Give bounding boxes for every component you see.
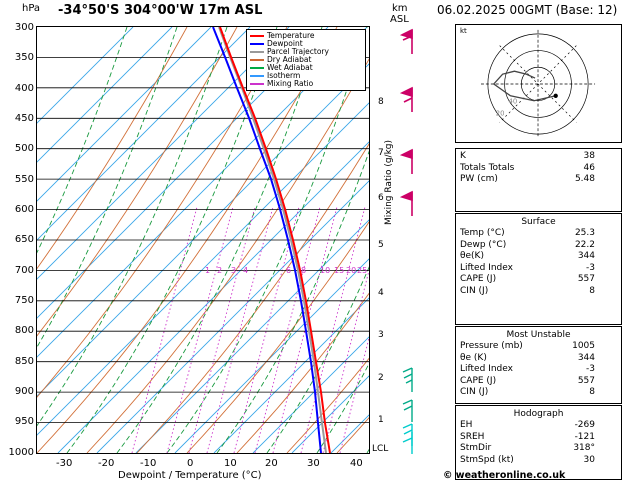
index-row-k [460,151,617,163]
most-unstable-title: Most Unstable [506,330,571,340]
legend-label-wet-adiabat: Wet Adiabat [267,63,313,72]
lcl-label: LCL [372,444,389,454]
legend-label-isotherm: Isotherm [267,71,301,80]
xtick-30: 30 [307,458,320,469]
mu-row-theta-e [460,353,617,365]
wind-barb-470 [402,150,412,174]
hodograph-svg [456,25,621,142]
hodograph-panel [455,24,622,143]
mixing-ratio-label-15: 15 [334,266,345,275]
legend [246,29,366,91]
xtick-40: 40 [350,458,363,469]
surface-value-lifted-index: -3 [586,262,595,273]
hod-key-stmdir: StmDir [460,443,492,453]
surface-value-cin: 8 [589,285,595,296]
xtick-0: 0 [187,458,194,469]
mu-value-theta-e: 344 [577,352,595,363]
surface-key-cape: CAPE (J) [460,274,497,284]
xtick--30: -30 [56,458,73,469]
wind-barb-380 [402,88,412,112]
surface-value-theta-e: 344 [577,251,595,261]
wind-barb-970 [403,432,412,454]
surface-row-temp [460,228,617,240]
ytick-700: 700 [14,265,34,276]
legend-label-dry-adiabat: Dry Adiabat [267,55,312,64]
index-row-pw [460,174,617,186]
mixing-ratio-axis-title: Mixing Ratio (g/kg) [384,139,394,225]
xtick--10: -10 [140,458,157,469]
wind-barb-column [398,26,450,454]
date-title: 06.02.2025 00GMT (Base: 12) [437,3,618,17]
hod-value-eh: -269 [574,420,595,430]
ytick-900: 900 [14,386,34,397]
hod-value-sreh: -121 [574,431,595,442]
surface-panel [455,213,622,325]
indices-panel [455,148,622,212]
ytick-1000: 1000 [8,447,34,458]
mixing-ratio-label-8: 8 [301,266,307,275]
mixing-ratio-label-3: 3 [231,266,237,275]
credit-label: © weatheronline.co.uk [443,470,566,481]
legend-label-temperature: Temperature [267,31,315,40]
index-value-totals-totals: 46 [583,162,595,173]
svg-text:20: 20 [495,109,505,118]
wind-barb-300 [402,30,412,54]
hod-row-stmspd [460,455,617,467]
legend-item-mixing-ratio [250,80,362,88]
mixing-ratio-label-25: 25 [357,266,368,275]
wind-barb-560 [402,192,412,216]
hod-key-stmspd: StmSpd (kt) [460,454,514,465]
wind-barb-760 [403,368,412,392]
mu-key-cin: CIN (J) [460,387,489,397]
mu-row-cape [460,376,617,388]
index-key-pw: PW (cm) [460,174,498,184]
surface-key-temp: Temp (°C) [460,228,505,238]
htick-3: 3 [378,330,384,340]
asl-label: ASL [390,14,409,25]
index-key-totals-totals: Totals Totals [460,162,515,173]
surface-value-dewp: 22.2 [574,239,595,250]
htick-4: 4 [378,288,384,298]
most-unstable-panel [455,326,622,404]
surface-panel-title: Surface [521,217,556,227]
surface-key-cin: CIN (J) [460,285,489,296]
mu-row-cin [460,387,617,399]
hodograph-stats-title: Hodograph [513,409,564,419]
hod-value-stmdir: 318° [573,443,595,453]
mu-key-pressure: Pressure (mb) [460,341,523,351]
mu-value-lifted-index: -3 [586,364,595,374]
legend-swatch-parcel [250,51,264,53]
surface-value-temp: 25.3 [574,228,595,238]
x-axis-title: Dewpoint / Temperature (°C) [118,470,262,481]
legend-swatch-mixing-ratio [250,83,264,85]
ytick-750: 750 [14,295,34,306]
ytick-950: 950 [14,416,34,427]
htick-1: 1 [378,415,384,425]
wind-barb-900 [403,424,412,446]
legend-swatch-isotherm [250,75,264,77]
ytick-350: 350 [14,52,34,63]
hodograph-trace [494,71,556,100]
legend-swatch-temperature [250,35,264,37]
surface-row-lifted-index [460,263,617,275]
mu-row-pressure [460,341,617,353]
htick-7: 7 [378,148,384,158]
ytick-650: 650 [14,234,34,245]
wind-barbs-svg [398,26,450,454]
index-value-k: 38 [583,151,595,161]
legend-label-mixing-ratio: Mixing Ratio [267,79,314,88]
mixing-ratio-label-2: 2 [217,266,223,275]
mixing-ratio-label-6: 6 [286,266,292,275]
mu-value-cape: 557 [577,375,595,386]
hod-value-stmspd: 30 [583,454,595,465]
legend-swatch-wet-adiabat [250,67,264,69]
ytick-850: 850 [14,356,34,367]
mixing-ratio-label-1: 1 [205,266,211,275]
surface-row-cape [460,274,617,286]
htick-2: 2 [378,373,384,383]
mu-value-cin: 8 [589,387,595,397]
htick-6: 6 [378,193,384,203]
hod-row-sreh [460,432,617,444]
surface-value-cape: 557 [577,274,595,284]
htick-5: 5 [378,240,384,250]
hod-key-eh: EH [460,420,473,430]
hodograph-unit-label: kt [460,27,467,35]
xtick-20: 20 [265,458,278,469]
station-title: -34°50'S 304°00'W 17m ASL [58,3,263,18]
hod-row-eh [460,420,617,432]
legend-swatch-dewpoint [250,43,264,45]
hod-key-sreh: SREH [460,431,485,442]
surface-row-cin [460,286,617,298]
pressure-unit-label: hPa [22,3,41,14]
mu-key-lifted-index: Lifted Index [460,364,513,374]
surface-row-dewp [460,240,617,252]
surface-key-dewp: Dewp (°C) [460,239,507,250]
ytick-550: 550 [14,174,34,185]
surface-key-lifted-index: Lifted Index [460,262,513,273]
ytick-300: 300 [14,22,34,33]
mu-row-lifted-index [460,364,617,376]
hod-row-stmdir [460,443,617,455]
xtick-10: 10 [224,458,237,469]
svg-text:40: 40 [508,97,518,106]
ytick-800: 800 [14,325,34,336]
wind-barb-830 [403,400,412,422]
legend-label-dewpoint: Dewpoint [267,39,303,48]
ytick-400: 400 [14,83,34,94]
height-unit-label: km [392,3,408,14]
surface-row-theta-e [460,251,617,263]
hodograph-endpoint [554,94,558,98]
index-row-totals-totals [460,163,617,175]
mu-key-theta-e: θe (K) [460,352,487,363]
legend-label-parcel: Parcel Trajectory [267,47,329,56]
mixing-ratio-label-20: 20 [346,266,357,275]
legend-swatch-dry-adiabat [250,59,264,61]
ytick-500: 500 [14,143,34,154]
mu-key-cape: CAPE (J) [460,375,497,386]
index-value-pw: 5.48 [574,174,595,184]
surface-key-theta-e: θe(K) [460,251,484,261]
hodograph-stats-panel [455,405,622,480]
xtick--20: -20 [98,458,115,469]
ytick-600: 600 [14,204,34,215]
htick-8: 8 [378,97,384,107]
mu-value-pressure: 1005 [572,341,595,351]
mixing-ratio-label-4: 4 [243,266,249,275]
ytick-450: 450 [14,113,34,124]
mixing-ratio-label-10: 10 [320,266,331,275]
index-key-k: K [460,151,466,161]
